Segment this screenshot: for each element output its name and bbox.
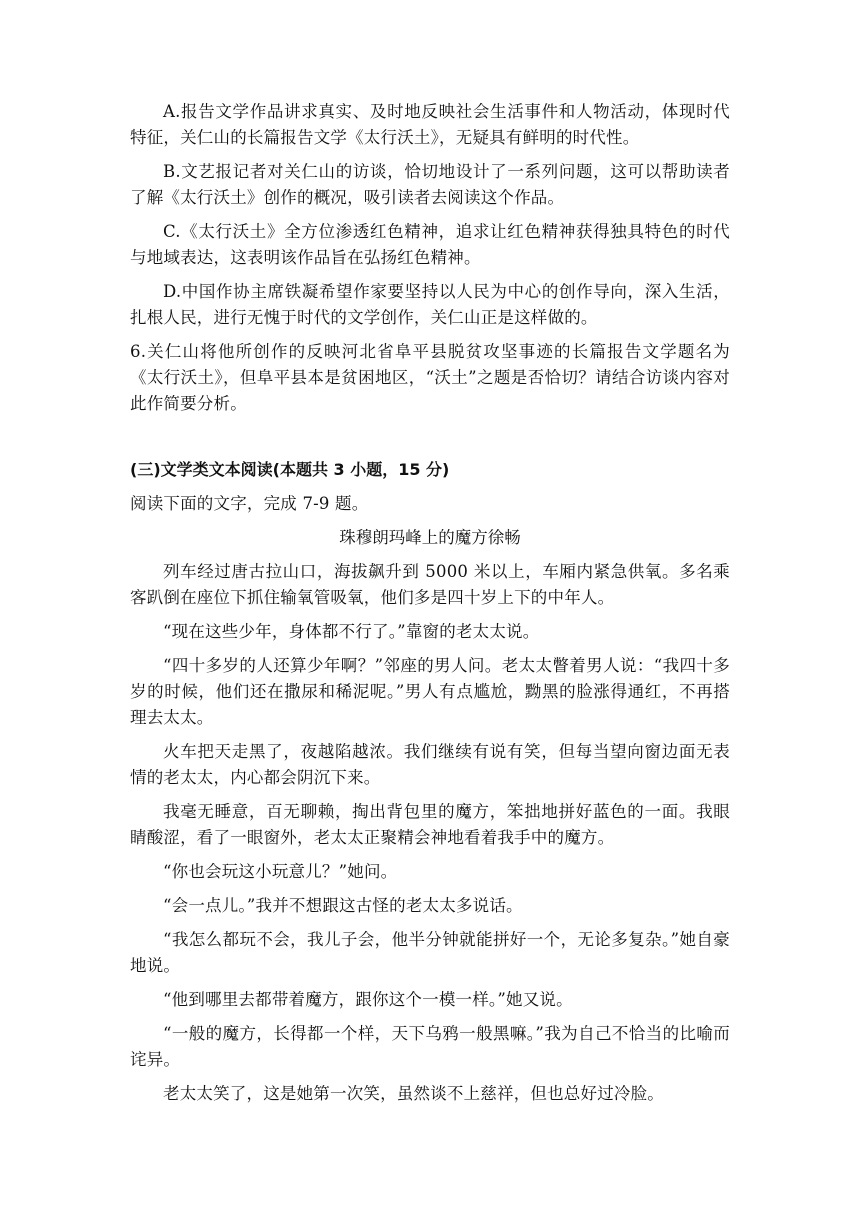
question-6: 6.关仁山将他所创作的反映河北省阜平县脱贫攻坚事迹的长篇报告文学题名为《太行沃土》，但阜平县本是贫困地区，“沃土”之题是否恰切？请结合访谈内容对此作简要分析。: [130, 342, 730, 413]
story-paragraph: “一般的魔方，长得都一个样，天下乌鸦一般黑嘛。”我为自己不恰当的比喻而诧异。: [130, 1024, 730, 1069]
option-a: A.报告文学作品讲求真实、及时地反映社会生活事件和人物活动，体现时代特征，关仁山的长篇报告文学《太行沃土》，无疑具有鲜明的时代性。: [130, 102, 730, 147]
story-paragraph: “他到哪里去都带着魔方，跟你这个一模一样。”她又说。: [163, 990, 573, 1009]
option-b: B.文艺报记者对关仁山的访谈，恰切地设计了一系列问题，这可以帮助读者了解《太行沃土》创作的概况，吸引读者去阅读这个作品。: [130, 162, 730, 207]
story-paragraph: “我怎么都玩不会，我儿子会，他半分钟就能拼好一个，无论多复杂。”她自豪地说。: [130, 930, 730, 975]
story-paragraph: 列车经过唐古拉山口，海拔飙升到 5000 米以上，车厢内紧急供氧。多名乘客趴倒在座位下抓住输氧管吸氧，他们多是四十岁上下的中年人。: [130, 562, 730, 607]
story-paragraph: “会一点儿。”我并不想跟这古怪的老太太多说话。: [163, 896, 523, 915]
story-paragraph: “现在这些少年，身体都不行了。”靠窗的老太太说。: [163, 622, 540, 641]
document-page: [130, 99, 730, 1115]
story-paragraph: “你也会玩这小玩意儿？”她问。: [163, 862, 398, 881]
story-paragraph: 老太太笑了，这是她第一次笑，虽然谈不上慈祥，但也总好过冷脸。: [163, 1084, 664, 1103]
story-paragraph: 我毫无睡意，百无聊赖，掏出背包里的魔方，笨拙地拼好蓝色的一面。我眼睛酸涩，看了一眼窗外，老太太正聚精会神地看着我手中的魔方。: [130, 802, 730, 847]
option-d: D.中国作协主席铁凝希望作家要坚持以人民为中心的创作导向，深入生活，扎根人民，进行无愧于时代的文学创作，关仁山正是这样做的。: [130, 282, 730, 327]
story-paragraph: “四十多岁的人还算少年啊？”邻座的男人问。老太太瞥着男人说：“我四十多岁的时候，他们还在撒尿和稀泥呢。”男人有点尴尬，黝黑的脸涨得通红，不再搭理去太太。: [130, 656, 730, 727]
section-instruction: 阅读下面的文字，完成 7-9 题。: [130, 494, 369, 513]
section-heading: (三)文学类文本阅读(本题共 3 小题，15 分): [130, 460, 450, 479]
story-paragraph: 火车把天走黑了，夜越陷越浓。我们继续有说有笑，但每当望向窗边面无表情的老太太，内心都会阴沉下来。: [130, 742, 730, 787]
story-title: 珠穆朗玛峰上的魔方徐畅: [339, 528, 521, 547]
option-c: C.《太行沃土》全方位渗透红色精神，追求让红色精神获得独具特色的时代与地域表达，这表明该作品旨在弘扬红色精神。: [130, 222, 730, 267]
